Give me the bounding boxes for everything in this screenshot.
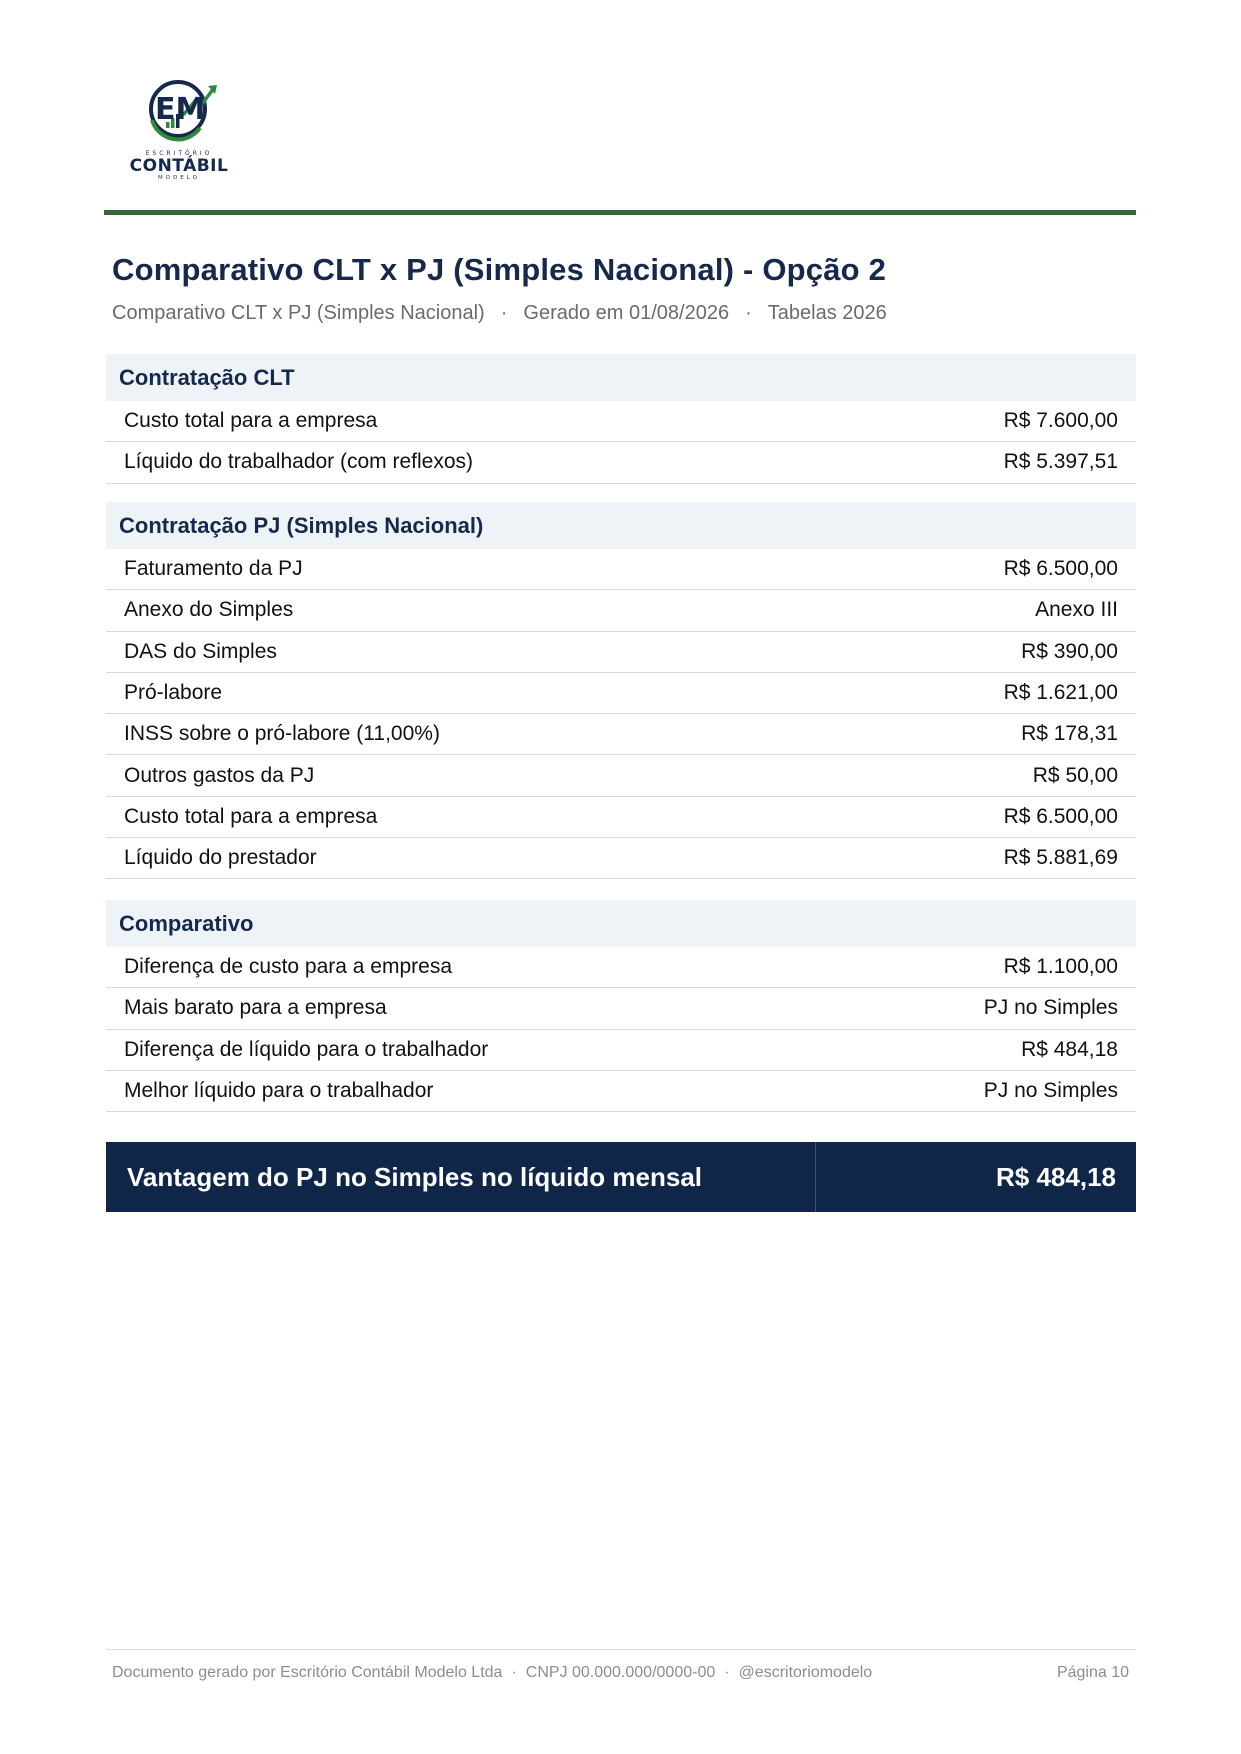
header-divider xyxy=(104,210,1136,215)
subtitle-separator: · xyxy=(745,302,752,324)
footer-handle: @escritoriomodelo xyxy=(738,1664,873,1681)
table-row xyxy=(106,755,1136,796)
table-row xyxy=(106,714,1136,755)
row-label: INSS sobre o pró-labore (11,00%) xyxy=(124,722,440,746)
subtitle-report-name: Comparativo CLT x PJ (Simples Nacional) xyxy=(112,302,485,324)
row-label: Diferença de custo para a empresa xyxy=(124,955,453,979)
logo-bottom-text: MODELO xyxy=(158,175,200,181)
table-row xyxy=(106,590,1136,631)
table-row xyxy=(106,947,1136,988)
row-label: Líquido do prestador xyxy=(124,846,317,870)
row-value: R$ 178,31 xyxy=(1021,722,1118,746)
subtitle-generated-date: Gerado em 01/08/2026 xyxy=(523,302,730,324)
row-value: Anexo III xyxy=(1035,598,1118,622)
row-label: Outros gastos da PJ xyxy=(124,763,315,787)
table-row xyxy=(106,1030,1136,1071)
page-number: Página 10 xyxy=(1056,1664,1129,1681)
table-row xyxy=(106,1071,1136,1112)
page-subtitle xyxy=(112,302,887,325)
section-heading: Comparativo xyxy=(106,900,1136,947)
row-label: Faturamento da PJ xyxy=(124,557,303,581)
section-heading: Contratação CLT xyxy=(106,354,1136,401)
table-row xyxy=(106,549,1136,590)
section-pj-simples xyxy=(106,502,1136,879)
footer-separator: · xyxy=(511,1664,517,1681)
row-label: Pró-labore xyxy=(124,681,223,705)
table-row xyxy=(106,838,1136,879)
logo-initials: EM xyxy=(155,92,206,127)
row-label: Anexo do Simples xyxy=(124,598,294,622)
footer-company: Documento gerado por Escritório Contábil Modelo Ltda xyxy=(112,1664,503,1681)
row-value: R$ 1.100,00 xyxy=(1003,955,1118,979)
company-logo xyxy=(128,74,230,180)
logo-emblem-icon xyxy=(128,74,230,148)
advantage-label: Vantagem do PJ no Simples no líquido mensal xyxy=(106,1142,816,1212)
row-label: Custo total para a empresa xyxy=(124,804,378,828)
table-row xyxy=(106,632,1136,673)
row-value: R$ 7.600,00 xyxy=(1003,409,1118,433)
table-row xyxy=(106,988,1136,1029)
table-row xyxy=(106,401,1136,442)
row-value: R$ 1.621,00 xyxy=(1003,681,1118,705)
row-value: R$ 5.397,51 xyxy=(1003,450,1118,474)
table-row xyxy=(106,673,1136,714)
row-value: PJ no Simples xyxy=(983,1079,1118,1103)
table-row xyxy=(106,442,1136,483)
row-value: R$ 6.500,00 xyxy=(1003,557,1118,581)
subtitle-tables-year: Tabelas 2026 xyxy=(767,302,887,324)
section-heading: Contratação PJ (Simples Nacional) xyxy=(106,502,1136,549)
section-clt xyxy=(106,354,1136,484)
row-label: Custo total para a empresa xyxy=(124,409,378,433)
logo-main-text: CONTÁBIL xyxy=(129,156,229,176)
table-row xyxy=(106,797,1136,838)
section-comparativo xyxy=(106,900,1136,1112)
row-label: Melhor líquido para o trabalhador xyxy=(124,1079,434,1103)
row-label: DAS do Simples xyxy=(124,639,277,663)
row-value: R$ 6.500,00 xyxy=(1003,804,1118,828)
row-value: PJ no Simples xyxy=(983,996,1118,1020)
footer-separator: · xyxy=(724,1664,730,1681)
footer-divider xyxy=(106,1649,1136,1650)
advantage-value: R$ 484,18 xyxy=(996,1162,1116,1192)
footer-cnpj: CNPJ 00.000.000/0000-00 xyxy=(525,1664,716,1681)
logo-top-text: ESCRITÓRIO xyxy=(145,150,213,157)
row-label: Líquido do trabalhador (com reflexos) xyxy=(124,450,474,474)
row-value: R$ 5.881,69 xyxy=(1003,846,1118,870)
row-label: Diferença de líquido para o trabalhador xyxy=(124,1037,489,1061)
row-value: R$ 484,18 xyxy=(1021,1037,1118,1061)
row-label: Mais barato para a empresa xyxy=(124,996,387,1020)
row-value: R$ 50,00 xyxy=(1032,763,1118,787)
subtitle-separator: · xyxy=(500,302,508,324)
advantage-summary-bar xyxy=(106,1142,1136,1212)
footer-info xyxy=(112,1664,872,1682)
row-value: R$ 390,00 xyxy=(1021,639,1118,663)
page-title: Comparativo CLT x PJ (Simples Nacional) - Opção 2 xyxy=(112,252,887,287)
